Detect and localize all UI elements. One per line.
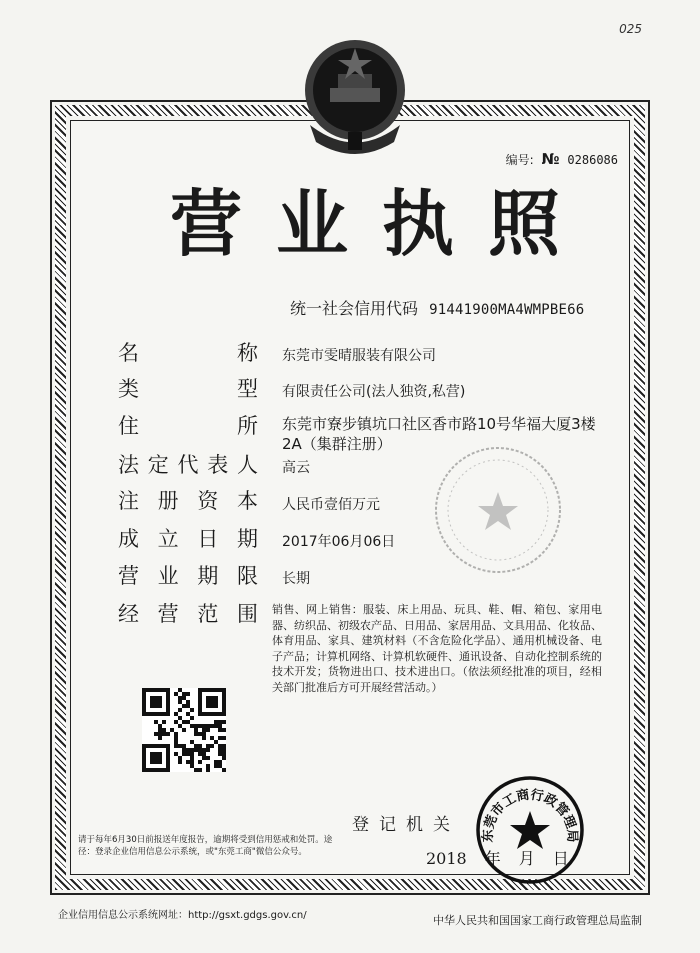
page-handwritten-note: 025	[619, 22, 642, 36]
document-title	[170, 178, 560, 270]
serial-label: 编号:	[505, 153, 534, 167]
field-value-established: 2017年06月06日	[282, 534, 396, 550]
field-label-char: 类	[118, 377, 139, 401]
field-label-char: 所	[237, 414, 258, 438]
field-label-char: 经	[118, 602, 139, 626]
field-label-char: 围	[236, 602, 258, 626]
field-label-capital	[118, 491, 258, 512]
field-value-name: 东莞市雯晴服装有限公司	[282, 348, 436, 364]
field-label-char: 成	[118, 527, 139, 551]
field-label-term	[118, 566, 258, 587]
field-label-char: 人	[237, 453, 258, 477]
field-label-type	[118, 379, 258, 400]
registration-year: 2018	[426, 849, 467, 868]
serial-no-mark: №	[541, 150, 560, 168]
registration-month-unit: 月	[518, 849, 535, 868]
field-label-scope	[118, 604, 258, 625]
faded-seal-icon	[428, 440, 568, 580]
title-char: 营	[170, 182, 243, 266]
field-label-char: 称	[237, 341, 258, 365]
field-label-char: 期	[197, 564, 219, 588]
registration-day-unit: 日	[552, 849, 569, 868]
field-label-char: 注	[118, 489, 139, 513]
field-label-char: 型	[237, 377, 258, 401]
field-value-capital: 人民币壹佰万元	[282, 497, 380, 513]
field-label-char: 资	[197, 489, 219, 513]
field-value-scope: 销售、网上销售：服装、床上用品、玩具、鞋、帽、箱包、家用电器、纺织品、初级农产品、日用品、家居用品、文具用品、化妆品、体育用品、家具、建筑材料（不含危险化学品）、通用机械设备、电子产品；计算机网络、计算机软硬件、通讯设备、自动化控制系统的技术开发；货物进出口、技术进出口。（依法须经批准的项目，经相关部门批准后方可开展经营活动。）	[272, 603, 602, 694]
title-char: 执	[381, 182, 454, 266]
field-label-char: 日	[197, 527, 219, 551]
field-label-char: 立	[157, 527, 179, 551]
title-char: 业	[275, 182, 348, 266]
field-label-address	[118, 416, 258, 437]
field-label-char: 业	[157, 564, 179, 588]
annual-report-notice: 请于每年6月30日前报送年度报告，逾期将受到信用惩戒和处罚。途径：登录企业信用信息公示系统，或"东莞工商"微信公众号。	[78, 835, 333, 857]
registration-year-unit: 年	[484, 849, 501, 868]
field-label-char: 名	[118, 341, 139, 365]
field-value-address: 东莞市寮步镇坑口社区香市路10号华福大厦3楼2A（集群注册）	[282, 415, 596, 454]
field-label-char: 代	[177, 453, 199, 477]
field-label-char: 住	[118, 414, 139, 438]
field-label-char: 定	[147, 453, 169, 477]
field-label-char: 法	[118, 453, 139, 477]
field-label-legal-rep	[118, 455, 258, 476]
field-label-char: 营	[118, 564, 139, 588]
field-label-char: 范	[197, 602, 219, 626]
credit-code-value: 91441900MA4WMPBE66	[429, 302, 585, 318]
credit-code	[290, 296, 584, 319]
field-label-char: 本	[236, 489, 258, 513]
svg-text:东莞市工商行政管理局: 东莞市工商行政管理局	[480, 787, 580, 843]
serial-value: 0286086	[567, 153, 618, 167]
qr-code[interactable]	[142, 688, 226, 772]
field-label-char: 表	[207, 453, 229, 477]
field-value-type: 有限责任公司(法人独资,私营)	[282, 384, 466, 400]
field-label-char: 限	[236, 564, 258, 588]
field-label-char: 营	[157, 602, 179, 626]
registration-authority-label: 登记机关	[352, 815, 460, 835]
official-seal-icon	[475, 775, 585, 885]
field-label-name	[118, 343, 258, 364]
field-label-established	[118, 529, 258, 550]
field-label-char: 册	[157, 489, 179, 513]
title-char: 照	[487, 182, 560, 266]
field-value-legal-rep: 高云	[282, 460, 310, 476]
serial-number	[506, 150, 618, 168]
credit-code-label: 统一社会信用代码	[290, 299, 419, 318]
footer-issuer: 中华人民共和国国家工商行政管理总局监制	[433, 914, 642, 927]
national-emblem-icon	[290, 30, 420, 160]
field-value-term: 长期	[282, 571, 310, 587]
footer-website: 企业信用信息公示系统网址：http://gsxt.gdgs.gov.cn/	[58, 910, 307, 921]
field-label-char: 期	[236, 527, 258, 551]
